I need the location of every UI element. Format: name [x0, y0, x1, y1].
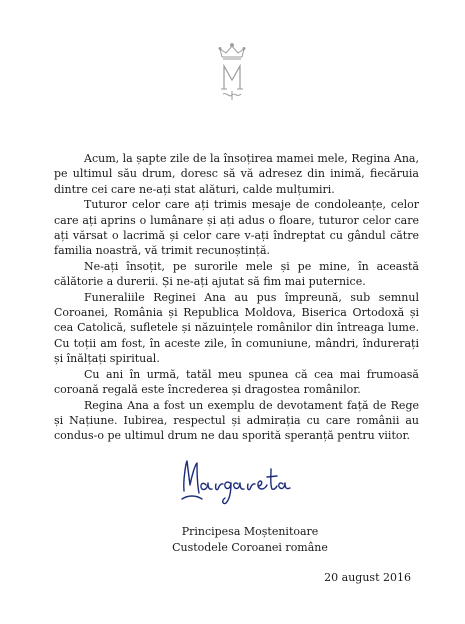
letter-body	[54, 151, 419, 444]
signatory-role: Custodele Coroanei române	[172, 541, 328, 554]
letter-date: 20 august 2016	[324, 571, 411, 584]
letter-paragraph: Acum, la șapte zile de la însoțirea mamei mele, Regina Ana, pe ultimul său drum, doresc să vă adresez din inimă, fiecăruia dintre cei care ne-ați stat alături, calde mulțumiri.	[54, 152, 419, 196]
signature-block	[150, 524, 350, 556]
royal-monogram-icon	[215, 42, 249, 102]
signatory-title: Principesa Moștenitoare	[181, 525, 319, 538]
letter-paragraph: Ne-ați însoțit, pe surorile mele și pe mine, în această călătorie a durerii. Și ne-ați ajutat să fim mai puternice.	[54, 259, 419, 289]
letter-paragraph: Regina Ana a fost un exemplu de devotament față de Rege și Națiune. Iubirea, respectul și admirația cu care românii au condus-o pe ultimul drum ne dau sporită speranță pentru viitor.	[54, 398, 419, 443]
handwritten-signature	[178, 455, 298, 510]
letter-paragraph: Funeraliile Reginei Ana au pus împreună, sub semnul Coroanei, România și Republica Moldova, Biserica Ortodoxă și cea Catolică, sufletele și năzuințele românilor din întreaga lume. Cu toții am fost, în aceste zile, în comuniune, mândri, îndurerați și înălțați spiritual.	[54, 290, 419, 366]
letter-paragraph: Tuturor celor care ați trimis mesaje de condoleanțe, celor care ați aprins o lumânare și ați adus o floare, tuturor celor care ați vărsat o lacrimă și celor care v-ați îndreptat cu gândul către familia noastră, vă trimit recunoștință.	[54, 198, 419, 258]
letter-paragraph: Cu ani în urmă, tatăl meu spunea că cea mai frumoasă coroană regală este încrederea și dragostea românilor.	[54, 367, 419, 397]
